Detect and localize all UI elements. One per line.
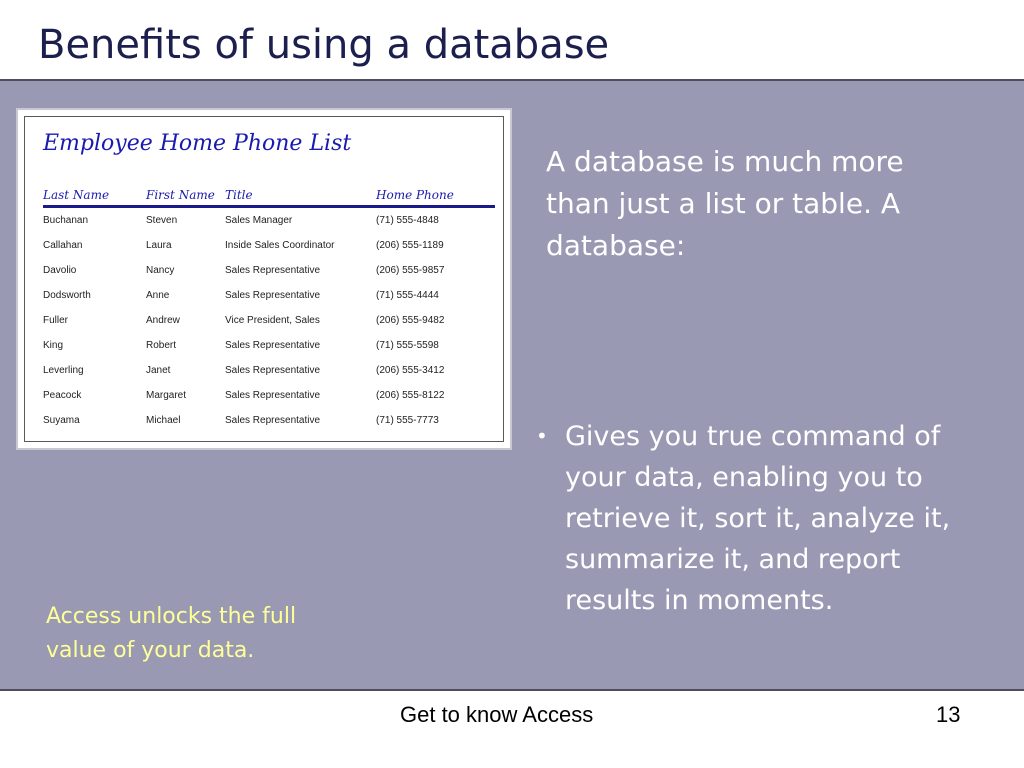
- cell-home-phone: (206) 555-9482: [376, 315, 445, 326]
- cell-home-phone: (206) 555-3412: [376, 365, 445, 376]
- header-rule: [43, 205, 495, 208]
- cell-first-name: Andrew: [146, 315, 180, 326]
- cell-title: Sales Representative: [225, 365, 321, 376]
- bullet-text: Gives you true command of your data, enabling you to retrieve it, sort it, analyze it, summarize it, and report results in moments.: [565, 421, 951, 616]
- cell-last-name: Suyama: [43, 415, 80, 426]
- table-row: [25, 290, 503, 310]
- cell-home-phone: (206) 555-8122: [376, 390, 445, 401]
- table-row: [25, 315, 503, 335]
- footer-text: Get to know Access: [400, 702, 594, 727]
- cell-first-name: Nancy: [146, 265, 175, 276]
- cell-first-name: Laura: [146, 240, 172, 251]
- page-number: 13: [936, 702, 961, 727]
- cell-title: Vice President, Sales: [225, 315, 320, 326]
- report-screenshot: [16, 108, 512, 450]
- cell-last-name: Buchanan: [43, 215, 89, 226]
- cell-last-name: Leverling: [43, 365, 84, 376]
- intro-text: A database is much more than just a list or table. A database:: [546, 145, 904, 262]
- cell-home-phone: (71) 555-4444: [376, 290, 439, 301]
- cell-home-phone: (71) 555-5598: [376, 340, 439, 351]
- table-row: [25, 390, 503, 410]
- cell-title: Sales Manager: [225, 215, 293, 226]
- cell-first-name: Robert: [146, 340, 177, 351]
- cell-home-phone: (71) 555-7773: [376, 415, 439, 426]
- cell-title: Sales Representative: [225, 340, 321, 351]
- cell-last-name: King: [43, 340, 64, 351]
- cell-first-name: Anne: [146, 290, 170, 301]
- table-row: [25, 415, 503, 435]
- table-row: [25, 340, 503, 360]
- cell-last-name: Dodsworth: [43, 290, 91, 301]
- slide-title: Benefits of using a database: [38, 22, 610, 68]
- cell-title: Sales Representative: [225, 415, 321, 426]
- callout-text: Access unlocks the full value of your data.: [46, 604, 297, 663]
- column-header-last-name: Last Name: [43, 188, 110, 202]
- cell-first-name: Margaret: [146, 390, 187, 401]
- cell-first-name: Janet: [146, 365, 171, 376]
- cell-home-phone: (71) 555-4848: [376, 215, 439, 226]
- table-row: [25, 365, 503, 385]
- cell-last-name: Callahan: [43, 240, 83, 251]
- cell-last-name: Peacock: [43, 390, 82, 401]
- report-frame: [24, 116, 504, 442]
- column-header-home-phone: Home Phone: [376, 188, 454, 202]
- table-row: [25, 265, 503, 285]
- report-title: Employee Home Phone List: [43, 131, 352, 156]
- table-row: [25, 215, 503, 235]
- cell-title: Sales Representative: [225, 390, 321, 401]
- bullet-icon: •: [536, 424, 548, 448]
- table-row: [25, 240, 503, 260]
- cell-first-name: Steven: [146, 215, 178, 226]
- cell-first-name: Michael: [146, 415, 181, 426]
- cell-home-phone: (206) 555-1189: [376, 240, 444, 251]
- cell-title: Sales Representative: [225, 290, 321, 301]
- column-header-first-name: First Name: [146, 188, 215, 202]
- cell-title: Inside Sales Coordinator: [225, 240, 335, 251]
- cell-last-name: Davolio: [43, 265, 77, 276]
- cell-last-name: Fuller: [43, 315, 69, 326]
- cell-home-phone: (206) 555-9857: [376, 265, 445, 276]
- column-header-title: Title: [225, 188, 253, 202]
- cell-title: Sales Representative: [225, 265, 321, 276]
